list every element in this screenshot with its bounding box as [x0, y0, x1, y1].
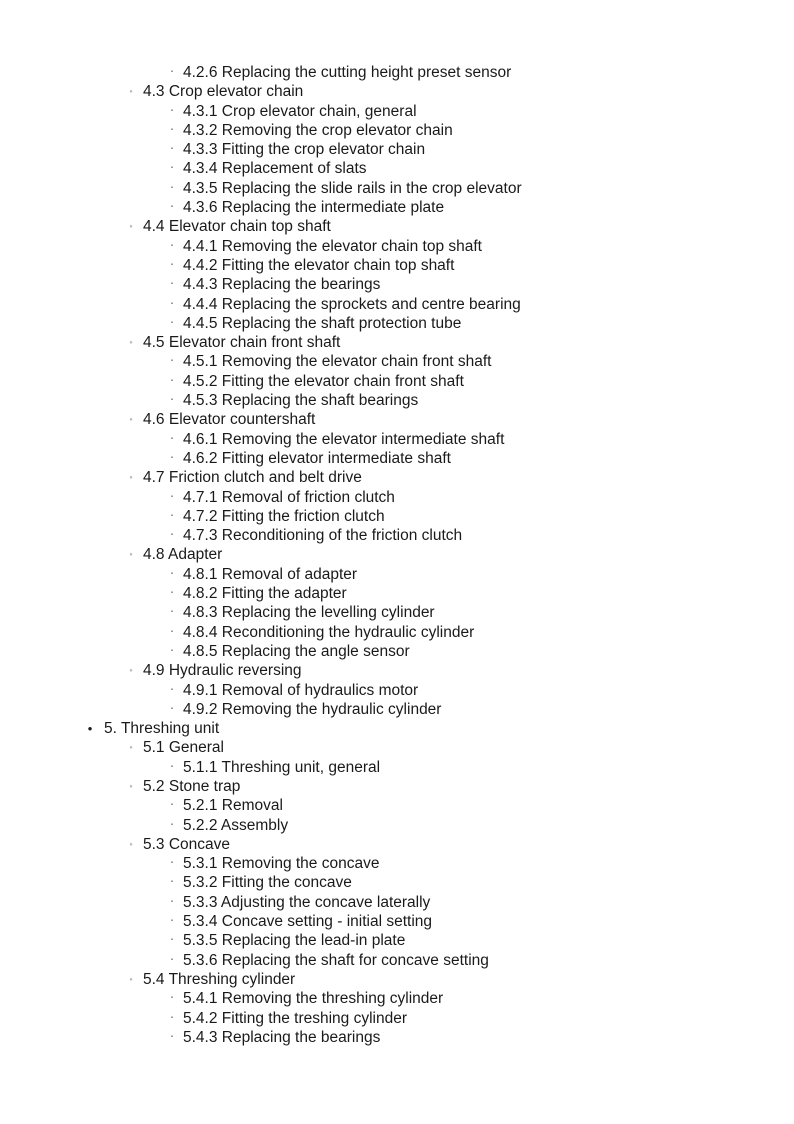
bullet-circle-icon: ◦: [129, 742, 133, 753]
toc-entry-level-3[interactable]: [0, 796, 794, 815]
toc-entry-level-3[interactable]: [0, 449, 794, 468]
toc-entry-label: 5.1.1 Threshing unit, general: [183, 758, 381, 776]
toc-entry-label: 5.3.6 Replacing the shaft for concave setting: [183, 951, 489, 969]
bullet-circle-icon: ◦: [129, 414, 133, 425]
toc-entry-level-3[interactable]: [0, 951, 794, 970]
bullet-square-icon: ▪: [170, 937, 174, 944]
bullet-square-icon: ▪: [170, 165, 174, 172]
toc-entry-level-3[interactable]: [0, 507, 794, 526]
toc-entry-label: 4.4.3 Replacing the bearings: [183, 276, 381, 294]
toc-entry-level-3[interactable]: [0, 565, 794, 584]
bullet-square-icon: ▪: [170, 435, 174, 442]
bullet-square-icon: ▪: [170, 377, 174, 384]
bullet-square-icon: ▪: [170, 397, 174, 404]
bullet-square-icon: ▪: [170, 763, 174, 770]
toc-entry-label: 4.6 Elevator countershaft: [143, 411, 316, 429]
toc-entry-level-3[interactable]: [0, 430, 794, 449]
bullet-square-icon: ▪: [170, 879, 174, 886]
bullet-circle-icon: ◦: [129, 973, 133, 984]
bullet-disc-icon: •: [87, 721, 93, 737]
toc-entry-level-2[interactable]: [0, 333, 794, 352]
toc-entry-level-3[interactable]: [0, 198, 794, 217]
toc-entry-label: 5.4.1 Removing the threshing cylinder: [183, 990, 444, 1008]
bullet-square-icon: ▪: [170, 802, 174, 809]
toc-entry-label: 5. Threshing unit: [104, 720, 220, 738]
toc-entry-level-3[interactable]: [0, 63, 794, 82]
toc-entry-level-2[interactable]: [0, 410, 794, 429]
bullet-square-icon: ▪: [170, 686, 174, 693]
toc-entry-label: 4.3.6 Replacing the intermediate plate: [183, 199, 445, 217]
toc-entry-level-3[interactable]: [0, 700, 794, 719]
toc-entry-level-3[interactable]: [0, 352, 794, 371]
toc-entry-level-3[interactable]: [0, 681, 794, 700]
toc-entry-level-3[interactable]: [0, 873, 794, 892]
toc-entry-level-2[interactable]: [0, 661, 794, 680]
toc-entry-label: 5.2.1 Removal: [183, 797, 283, 815]
bullet-square-icon: ▪: [170, 860, 174, 867]
bullet-circle-icon: ◦: [129, 838, 133, 849]
bullet-square-icon: ▪: [170, 69, 174, 75]
toc-entry-label: 4.7.1 Removal of friction clutch: [183, 488, 395, 506]
toc-entry-label: 5.3.5 Replacing the lead-in plate: [183, 932, 406, 950]
toc-entry-label: 4.7.3 Reconditioning of the friction clutch: [183, 527, 463, 545]
bullet-square-icon: ▪: [170, 1033, 174, 1040]
bullet-circle-icon: ◦: [129, 86, 133, 97]
bullet-circle-icon: ◦: [129, 549, 133, 560]
toc-entry-level-3[interactable]: [0, 314, 794, 333]
toc-entry-level-3[interactable]: [0, 121, 794, 140]
bullet-square-icon: ▪: [170, 126, 174, 133]
toc-entry-level-3[interactable]: [0, 1028, 794, 1047]
toc-entry-label: 5.2.2 Assembly: [183, 816, 289, 834]
toc-entry-label: 4.3.2 Removing the crop elevator chain: [183, 121, 453, 139]
toc-entry-label: 4.5.1 Removing the elevator chain front shaft: [183, 353, 492, 371]
toc-entry-label: 4.9 Hydraulic reversing: [143, 662, 302, 680]
toc-entry-level-3[interactable]: [0, 256, 794, 275]
toc-entry-level-3[interactable]: [0, 391, 794, 410]
bullet-square-icon: ▪: [170, 590, 174, 597]
toc-entry-label: 4.8.3 Replacing the levelling cylinder: [183, 604, 435, 622]
toc-entry-level-3[interactable]: [0, 931, 794, 950]
bullet-square-icon: ▪: [170, 898, 174, 905]
bullet-square-icon: ▪: [170, 512, 174, 519]
toc-entry-label: 5.2 Stone trap: [143, 777, 241, 795]
toc-entry-label: 4.5.3 Replacing the shaft bearings: [183, 392, 419, 410]
toc-entry-label: 4.5.2 Fitting the elevator chain front shaft: [183, 372, 464, 390]
toc-entry-label: 5.3.3 Adjusting the concave laterally: [183, 893, 431, 911]
bullet-square-icon: ▪: [170, 146, 174, 153]
toc-entry-level-3[interactable]: [0, 893, 794, 912]
toc-entry-level-3[interactable]: [0, 642, 794, 661]
toc-entry-label: 4.3.4 Replacement of slats: [183, 160, 367, 178]
bullet-square-icon: ▪: [170, 821, 174, 828]
toc-entry-level-3[interactable]: [0, 603, 794, 622]
toc-entry-level-3[interactable]: [0, 912, 794, 931]
bullet-square-icon: ▪: [170, 319, 174, 326]
bullet-square-icon: ▪: [170, 705, 174, 712]
toc-entry-level-3[interactable]: [0, 526, 794, 545]
toc-entry-label: 4.9.1 Removal of hydraulics motor: [183, 681, 419, 699]
bullet-square-icon: ▪: [170, 532, 174, 539]
toc-entry-label: 5.3.1 Removing the concave: [183, 855, 380, 873]
toc-entry-label: 4.6.1 Removing the elevator intermediate shaft: [183, 430, 505, 448]
bullet-square-icon: ▪: [170, 281, 174, 288]
toc-entry-level-3[interactable]: [0, 179, 794, 198]
toc-entry-level-3[interactable]: [0, 854, 794, 873]
toc-entry-label: 5.4.2 Fitting the treshing cylinder: [183, 1009, 408, 1027]
toc-entry-label: 4.8.2 Fitting the adapter: [183, 585, 347, 603]
bullet-circle-icon: ◦: [129, 780, 133, 791]
toc-entry-label: 4.3.1 Crop elevator chain, general: [183, 102, 417, 120]
bullet-square-icon: ▪: [170, 204, 174, 211]
toc-entry-level-3[interactable]: [0, 237, 794, 256]
table-of-contents: [0, 63, 794, 1047]
toc-entry-level-3[interactable]: [0, 584, 794, 603]
toc-entry-label: 4.8.4 Reconditioning the hydraulic cylinder: [183, 623, 475, 641]
bullet-square-icon: ▪: [170, 300, 174, 307]
toc-entry-label: 4.3.3 Fitting the crop elevator chain: [183, 141, 426, 159]
toc-entry-level-2[interactable]: [0, 738, 794, 757]
toc-entry-label: 5.1 General: [143, 739, 224, 757]
toc-entry-level-3[interactable]: [0, 1009, 794, 1028]
toc-entry-level-3[interactable]: [0, 159, 794, 178]
toc-entry-level-3[interactable]: [0, 275, 794, 294]
toc-entry-label: 4.3.5 Replacing the slide rails in the crop elevator: [183, 179, 522, 197]
bullet-square-icon: ▪: [170, 570, 174, 577]
bullet-square-icon: ▪: [170, 1014, 174, 1021]
toc-entry-label: 5.3.4 Concave setting - initial setting: [183, 913, 432, 931]
toc-entry-label: 4.4.2 Fitting the elevator chain top shaft: [183, 256, 455, 274]
bullet-circle-icon: ◦: [129, 337, 133, 348]
toc-entry-level-3[interactable]: [0, 488, 794, 507]
bullet-square-icon: ▪: [170, 242, 174, 249]
toc-entry-label: 4.8.1 Removal of adapter: [183, 565, 358, 583]
toc-entry-level-2[interactable]: [0, 217, 794, 236]
bullet-square-icon: ▪: [170, 493, 174, 500]
toc-entry-label: 4.7 Friction clutch and belt drive: [143, 469, 362, 487]
bullet-circle-icon: ◦: [129, 472, 133, 483]
toc-entry-level-2[interactable]: [0, 468, 794, 487]
toc-entry-level-3[interactable]: [0, 989, 794, 1008]
bullet-square-icon: ▪: [170, 184, 174, 191]
toc-entry-label: 5.4.3 Replacing the bearings: [183, 1028, 381, 1046]
toc-entry-label: 4.7.2 Fitting the friction clutch: [183, 507, 385, 525]
bullet-square-icon: ▪: [170, 261, 174, 268]
toc-entry-level-1[interactable]: [0, 719, 794, 738]
toc-entry-level-3[interactable]: [0, 102, 794, 121]
toc-entry-label: 4.8 Adapter: [143, 546, 223, 564]
toc-entry-label: 4.5 Elevator chain front shaft: [143, 334, 341, 352]
bullet-square-icon: ▪: [170, 995, 174, 1002]
bullet-square-icon: ▪: [170, 628, 174, 635]
toc-entry-label: 5.4 Threshing cylinder: [143, 970, 296, 988]
toc-entry-label: 4.4 Elevator chain top shaft: [143, 218, 331, 236]
toc-entry-level-3[interactable]: [0, 295, 794, 314]
toc-entry-level-2[interactable]: [0, 82, 794, 101]
toc-entry-level-3[interactable]: [0, 623, 794, 642]
bullet-square-icon: ▪: [170, 956, 174, 963]
bullet-square-icon: ▪: [170, 918, 174, 925]
toc-entry-level-3[interactable]: [0, 140, 794, 159]
bullet-square-icon: ▪: [170, 454, 174, 461]
toc-entry-level-3[interactable]: [0, 816, 794, 835]
bullet-circle-icon: ◦: [129, 665, 133, 676]
bullet-circle-icon: ◦: [129, 221, 133, 232]
toc-entry-label: 4.9.2 Removing the hydraulic cylinder: [183, 700, 442, 718]
toc-entry-label: 4.4.5 Replacing the shaft protection tube: [183, 314, 462, 332]
toc-entry-level-2[interactable]: [0, 545, 794, 564]
bullet-square-icon: ▪: [170, 107, 174, 114]
toc-entry-level-2[interactable]: [0, 970, 794, 989]
toc-entry-label: 5.3 Concave: [143, 835, 231, 853]
toc-entry-label: 4.8.5 Replacing the angle sensor: [183, 642, 410, 660]
toc-entry-label: 4.6.2 Fitting elevator intermediate shaft: [183, 449, 451, 467]
toc-entry-label: 5.3.2 Fitting the concave: [183, 874, 352, 892]
toc-entry-label: 4.4.1 Removing the elevator chain top shaft: [183, 237, 482, 255]
toc-entry-label: 4.4.4 Replacing the sprockets and centre bearing: [183, 295, 521, 313]
bullet-square-icon: ▪: [170, 609, 174, 616]
bullet-square-icon: ▪: [170, 647, 174, 654]
toc-entry-label: 4.2.6 Replacing the cutting height preset sensor: [183, 64, 512, 81]
toc-entry-level-3[interactable]: [0, 758, 794, 777]
toc-entry-level-3[interactable]: [0, 372, 794, 391]
bullet-square-icon: ▪: [170, 358, 174, 365]
toc-entry-level-2[interactable]: [0, 777, 794, 796]
toc-entry-level-2[interactable]: [0, 835, 794, 854]
toc-entry-label: 4.3 Crop elevator chain: [143, 83, 304, 101]
